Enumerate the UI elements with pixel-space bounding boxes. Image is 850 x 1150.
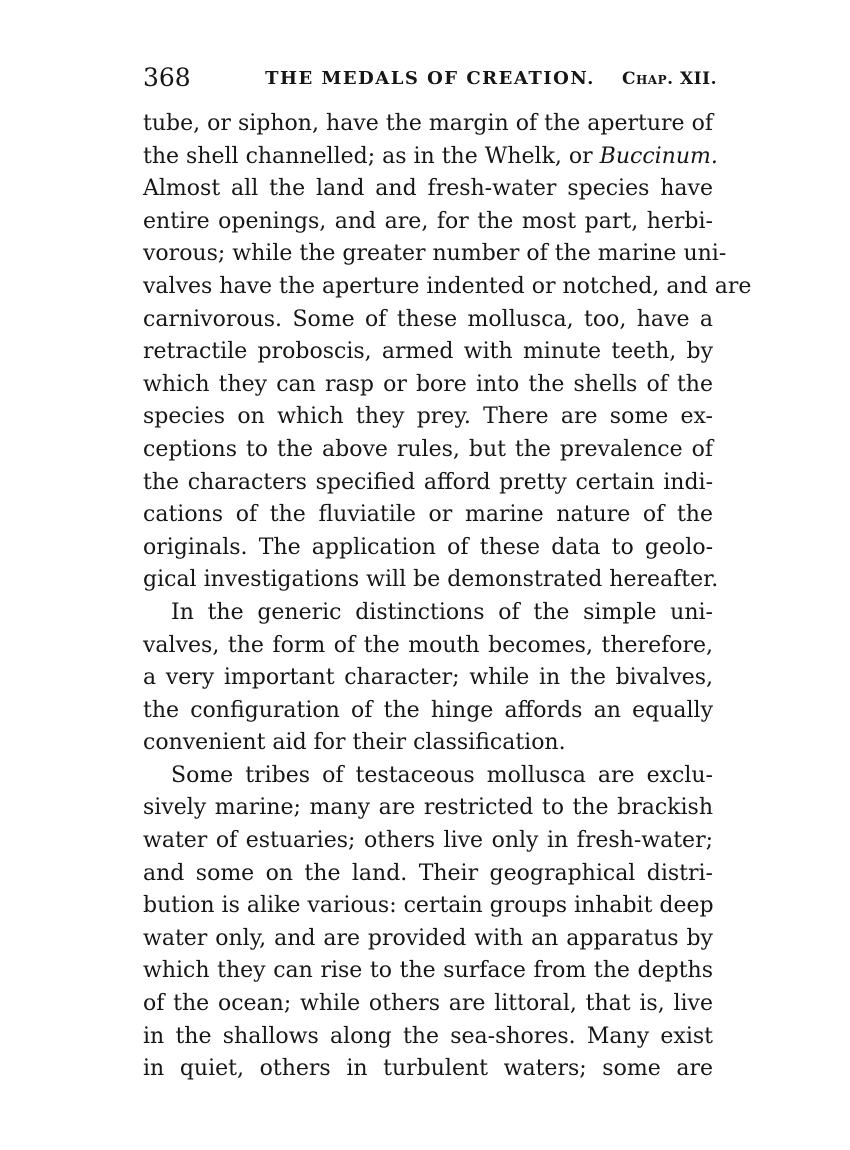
text-fragment: the shell channelled; as in the Whelk, or: [143, 143, 593, 169]
text-line: Some tribes of testaceous mollusca are exclu-: [171, 762, 713, 788]
text-line: originals. The application of these data to geolo-: [143, 534, 713, 560]
text-line: and some on the land. Their geographical distri-: [143, 860, 713, 886]
text-line: Almost all the land and fresh-water species have: [143, 176, 713, 202]
paragraph: [143, 597, 713, 760]
running-title: THE MEDALS OF CREATION.: [265, 68, 595, 89]
text-line: entire openings, and are, for the most part, herbi-: [143, 208, 713, 234]
text-line: vorous; while the greater number of the marine uni-: [143, 241, 727, 267]
text-line: In the generic distinctions of the simple uni-: [171, 599, 713, 625]
text-line: ceptions to the above rules, but the prevalence of: [143, 436, 713, 462]
page-number: 368: [143, 63, 191, 92]
paragraph: [143, 108, 752, 597]
text-line: carnivorous. Some of these mollusca, too, have a: [143, 306, 713, 332]
text-line: tube, or siphon, have the margin of the aperture of: [143, 111, 713, 136]
text-line: species on which they prey. There are some ex-: [143, 404, 713, 430]
text-line: a very important character; while in the bivalves,: [143, 665, 713, 691]
text-line: water of estuaries; others live only in fresh-water;: [143, 828, 713, 854]
text-line: valves, the form of the mouth becomes, therefore,: [143, 632, 713, 658]
text-line: which they can rasp or bore into the shells of the: [143, 371, 713, 397]
italic-term: Buccinum.: [599, 143, 718, 169]
text-line: the characters specified afford pretty certain indi-: [143, 469, 713, 495]
text-line: sively marine; many are restricted to the brackish: [143, 795, 713, 821]
text-line: retractile proboscis, armed with minute teeth, by: [143, 339, 713, 365]
body-text: [143, 108, 752, 1086]
text-line: gical investigations will be demonstrated hereafter.: [143, 567, 719, 593]
paragraph: [143, 760, 713, 1086]
text-line: the configuration of the hinge affords an equally: [143, 697, 713, 723]
chapter-label: Chap. XII.: [621, 69, 717, 89]
text-line: of the ocean; while others are littoral, that is, live: [143, 991, 713, 1017]
text-line: in the shallows along the sea-shores. Many exist: [143, 1023, 713, 1049]
text-line: water only, and are provided with an apparatus by: [143, 925, 713, 951]
text-line: cations of the fluviatile or marine nature of the: [143, 502, 713, 528]
text-line: which they can rise to the surface from the depths: [143, 958, 713, 984]
text-line: convenient aid for their classification.: [143, 730, 566, 756]
text-line: in quiet, others in turbulent waters; some are: [143, 1056, 713, 1082]
text-line: [143, 141, 718, 174]
text-line: valves have the aperture indented or notched, and are: [143, 273, 752, 299]
page-header: [143, 62, 717, 96]
text-line: bution is alike various: certain groups inhabit deep: [143, 893, 714, 919]
